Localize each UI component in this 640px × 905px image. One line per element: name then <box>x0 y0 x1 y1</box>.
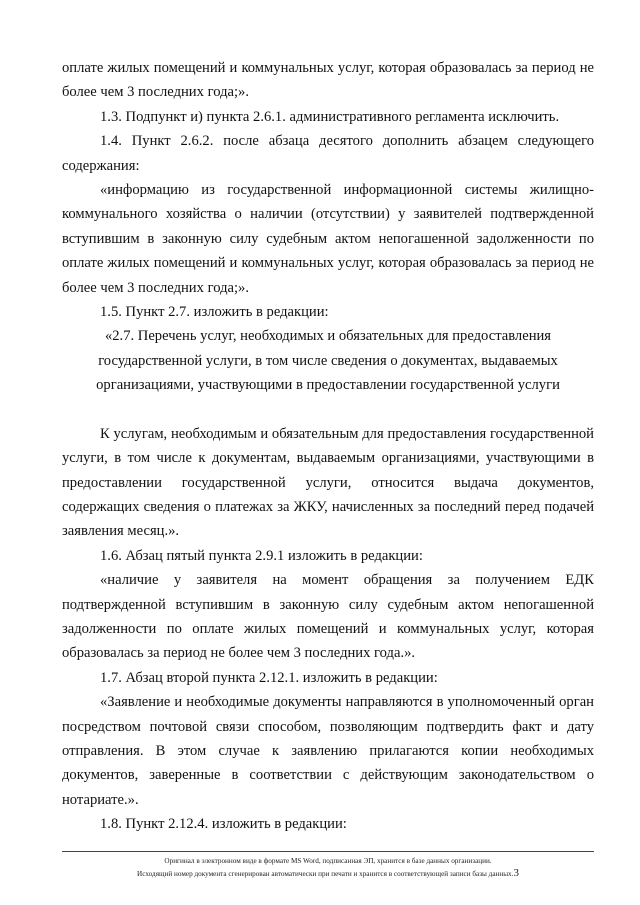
paragraph-1-5: 1.5. Пункт 2.7. изложить в редакции: <box>100 304 329 321</box>
section-2-7-text: К услугам, необходимым и обязательным для предоставления государственной услуги, в том числе к документам, выдаваемым организациями, участвующими в предоставлении государственной услуги, относится выдача документов, содержащих сведения о платежах за ЖКУ, начисленных за последний перед подачей заявления месяц.». <box>62 425 594 540</box>
footer-divider <box>62 851 594 852</box>
document-body <box>62 56 594 837</box>
paragraph-1-4: 1.4. Пункт 2.6.2. после абзаца десятого дополнить абзацем следующего содержания: <box>62 133 594 174</box>
quoted-amendment-1-6: «наличие у заявителя на момент обращения за получением ЕДК подтвержденной вступившим в законную силу судебным актом непогашенной задолженности по оплате жилых помещений и коммунальных услуг, которая образовалась за период не более чем 3 последних года.». <box>62 572 594 662</box>
footer-line-2-text: Исходящий номер документа сгенерирован автоматически при печати и хранится в соответствующей записи базы данных. <box>137 870 514 878</box>
page-number: 3 <box>513 867 519 879</box>
paragraph-continuation: оплате жилых помещений и коммунальных услуг, которая образовалась за период не более чем 3 последних года;». <box>62 60 594 101</box>
section-2-7-heading: «2.7. Перечень услуг, необходимых и обязательных для предоставления государственной услуги, в том числе сведения о документах, выдаваемых организациями, участвующими в предоставлении государственной услуги <box>96 328 560 394</box>
blank-line <box>62 398 594 422</box>
quoted-amendment-1-7: «Заявление и необходимые документы направляются в уполномоченный орган посредством почтовой связи способом, позволяющим подтвердить факт и дату отправления. В этом случае к заявлению прилагаются копии необходимых документов, заверенные в соответствии с действующим законодательством о нотариате.». <box>62 694 594 808</box>
paragraph-1-3: 1.3. Подпункт и) пункта 2.6.1. административного регламента исключить. <box>100 108 560 125</box>
footer-line-1: Оригинал в электронном виде в формате MS Word, подписанная ЭП, хранится в базе данных организации. <box>164 857 492 865</box>
paragraph-1-8: 1.8. Пункт 2.12.4. изложить в редакции: <box>100 816 347 833</box>
footer-line-2 <box>62 867 594 880</box>
paragraph-1-7: 1.7. Абзац второй пункта 2.12.1. изложить в редакции: <box>100 669 438 686</box>
quoted-amendment-1-4: «информацию из государственной информационной системы жилищно-коммунального хозяйства о наличии (отсутствии) у заявителей подтвержденной вступившим в законную силу судебным актом непогашенной задолженности по оплате жилых помещений и коммунальных услуг, которая образовалась за период не более чем 3 последних года;». <box>62 182 594 296</box>
page-footer <box>62 855 594 880</box>
paragraph-1-6: 1.6. Абзац пятый пункта 2.9.1 изложить в редакции: <box>100 547 423 564</box>
